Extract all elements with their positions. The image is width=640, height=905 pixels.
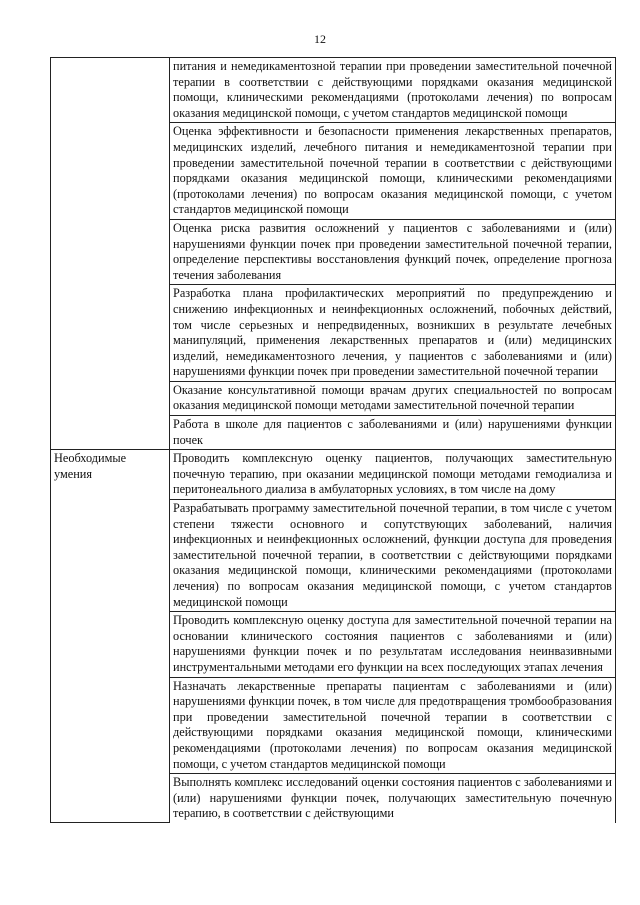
action-text: Разработка плана профилактических мероприятий по предупреждению и снижению инфекционных и неинфекционных осложнений, побочных действий, том числе серьезных и непредвиденных, возникших в результате лечебных манипуляций, применения лекарственных препаратов и (или) медицинских изделий, немедикаментозного лечения, у пациентов с заболеваниями и (или) нарушениями функции почек при проведении заместительной почечной терапии	[170, 285, 616, 382]
section-label-skills: Необходимые умения	[51, 450, 170, 823]
skill-text: Проводить комплексную оценку доступа для заместительной почечной терапии на основании клинического состояния пациентов с заболеваниями и (или) нарушениями функции почек и по результатам исследования неинвазивными инструментальными методами его функции на всех последующих этапах лечения	[170, 612, 616, 677]
action-text: Оказание консультативной помощи врачам других специальностей по вопросам оказания медицинской помощи методами заместительной почечной терапии	[170, 381, 616, 415]
action-text: Работа в школе для пациентов с заболеваниями и (или) нарушениями функции почек	[170, 416, 616, 450]
table-row	[51, 450, 616, 500]
competency-table	[50, 57, 616, 823]
skill-text: Выполнять комплекс исследований оценки состояния пациентов с заболеваниями и (или) нарушениями функции почек, получающих заместительную почечную терапию, в соответствии с действующими	[170, 774, 616, 823]
table-row	[51, 58, 616, 123]
skill-text: Назначать лекарственные препараты пациентам с заболеваниями и (или) нарушениями функции почек, в том числе для предотвращения тромбообразования при проведении заместительной почечной терапии в соответствии с действующими порядками оказания медицинской помощи, клиническими рекомендациями (протоколами лечения) по вопросам оказания медицинской помощи, с учетом стандартов медицинской помощи	[170, 677, 616, 774]
action-text: Оценка риска развития осложнений у пациентов с заболеваниями и (или) нарушениями функции почек при проведении заместительной почечной терапии, определение перспективы восстановления функций почек, определение прогноза течения заболевания	[170, 219, 616, 284]
page-number: 12	[314, 32, 326, 46]
action-text: Оценка эффективности и безопасности применения лекарственных препаратов, медицинских изделий, лечебного питания и немедикаментозной терапии при проведении заместительной почечной терапии в соответствии с действующими порядками оказания медицинской помощи, клиническими рекомендациями (протоколами лечения) по вопросам оказания медицинской помощи, с учетом стандартов медицинской помощи	[170, 123, 616, 220]
empty-label-cell	[51, 58, 170, 450]
skill-text: Проводить комплексную оценку пациентов, получающих заместительную почечную терапию, при оказании медицинской помощи методами гемодиализа и перитонеального диализа в амбулаторных условиях, в том числе на дому	[170, 450, 616, 500]
skill-text: Разрабатывать программу заместительной почечной терапии, в том числе с учетом степени тяжести основного и сопутствующих заболеваний, наличия инфекционных и неинфекционных осложнений, функции доступа для проведения заместительной почечной терапии, в соответствии с действующими порядками оказания медицинской помощи, клиническими рекомендациями (протоколами лечения) по вопросам оказания медицинской помощи, с учетом стандартов медицинской помощи	[170, 500, 616, 612]
action-text: питания и немедикаментозной терапии при проведении заместительной почечной терапии в соответствии с действующими порядками оказания медицинской помощи, клиническими рекомендациями (протоколами лечения) по вопросам оказания медицинской помощи, с учетом стандартов медицинской помощи	[170, 58, 616, 123]
